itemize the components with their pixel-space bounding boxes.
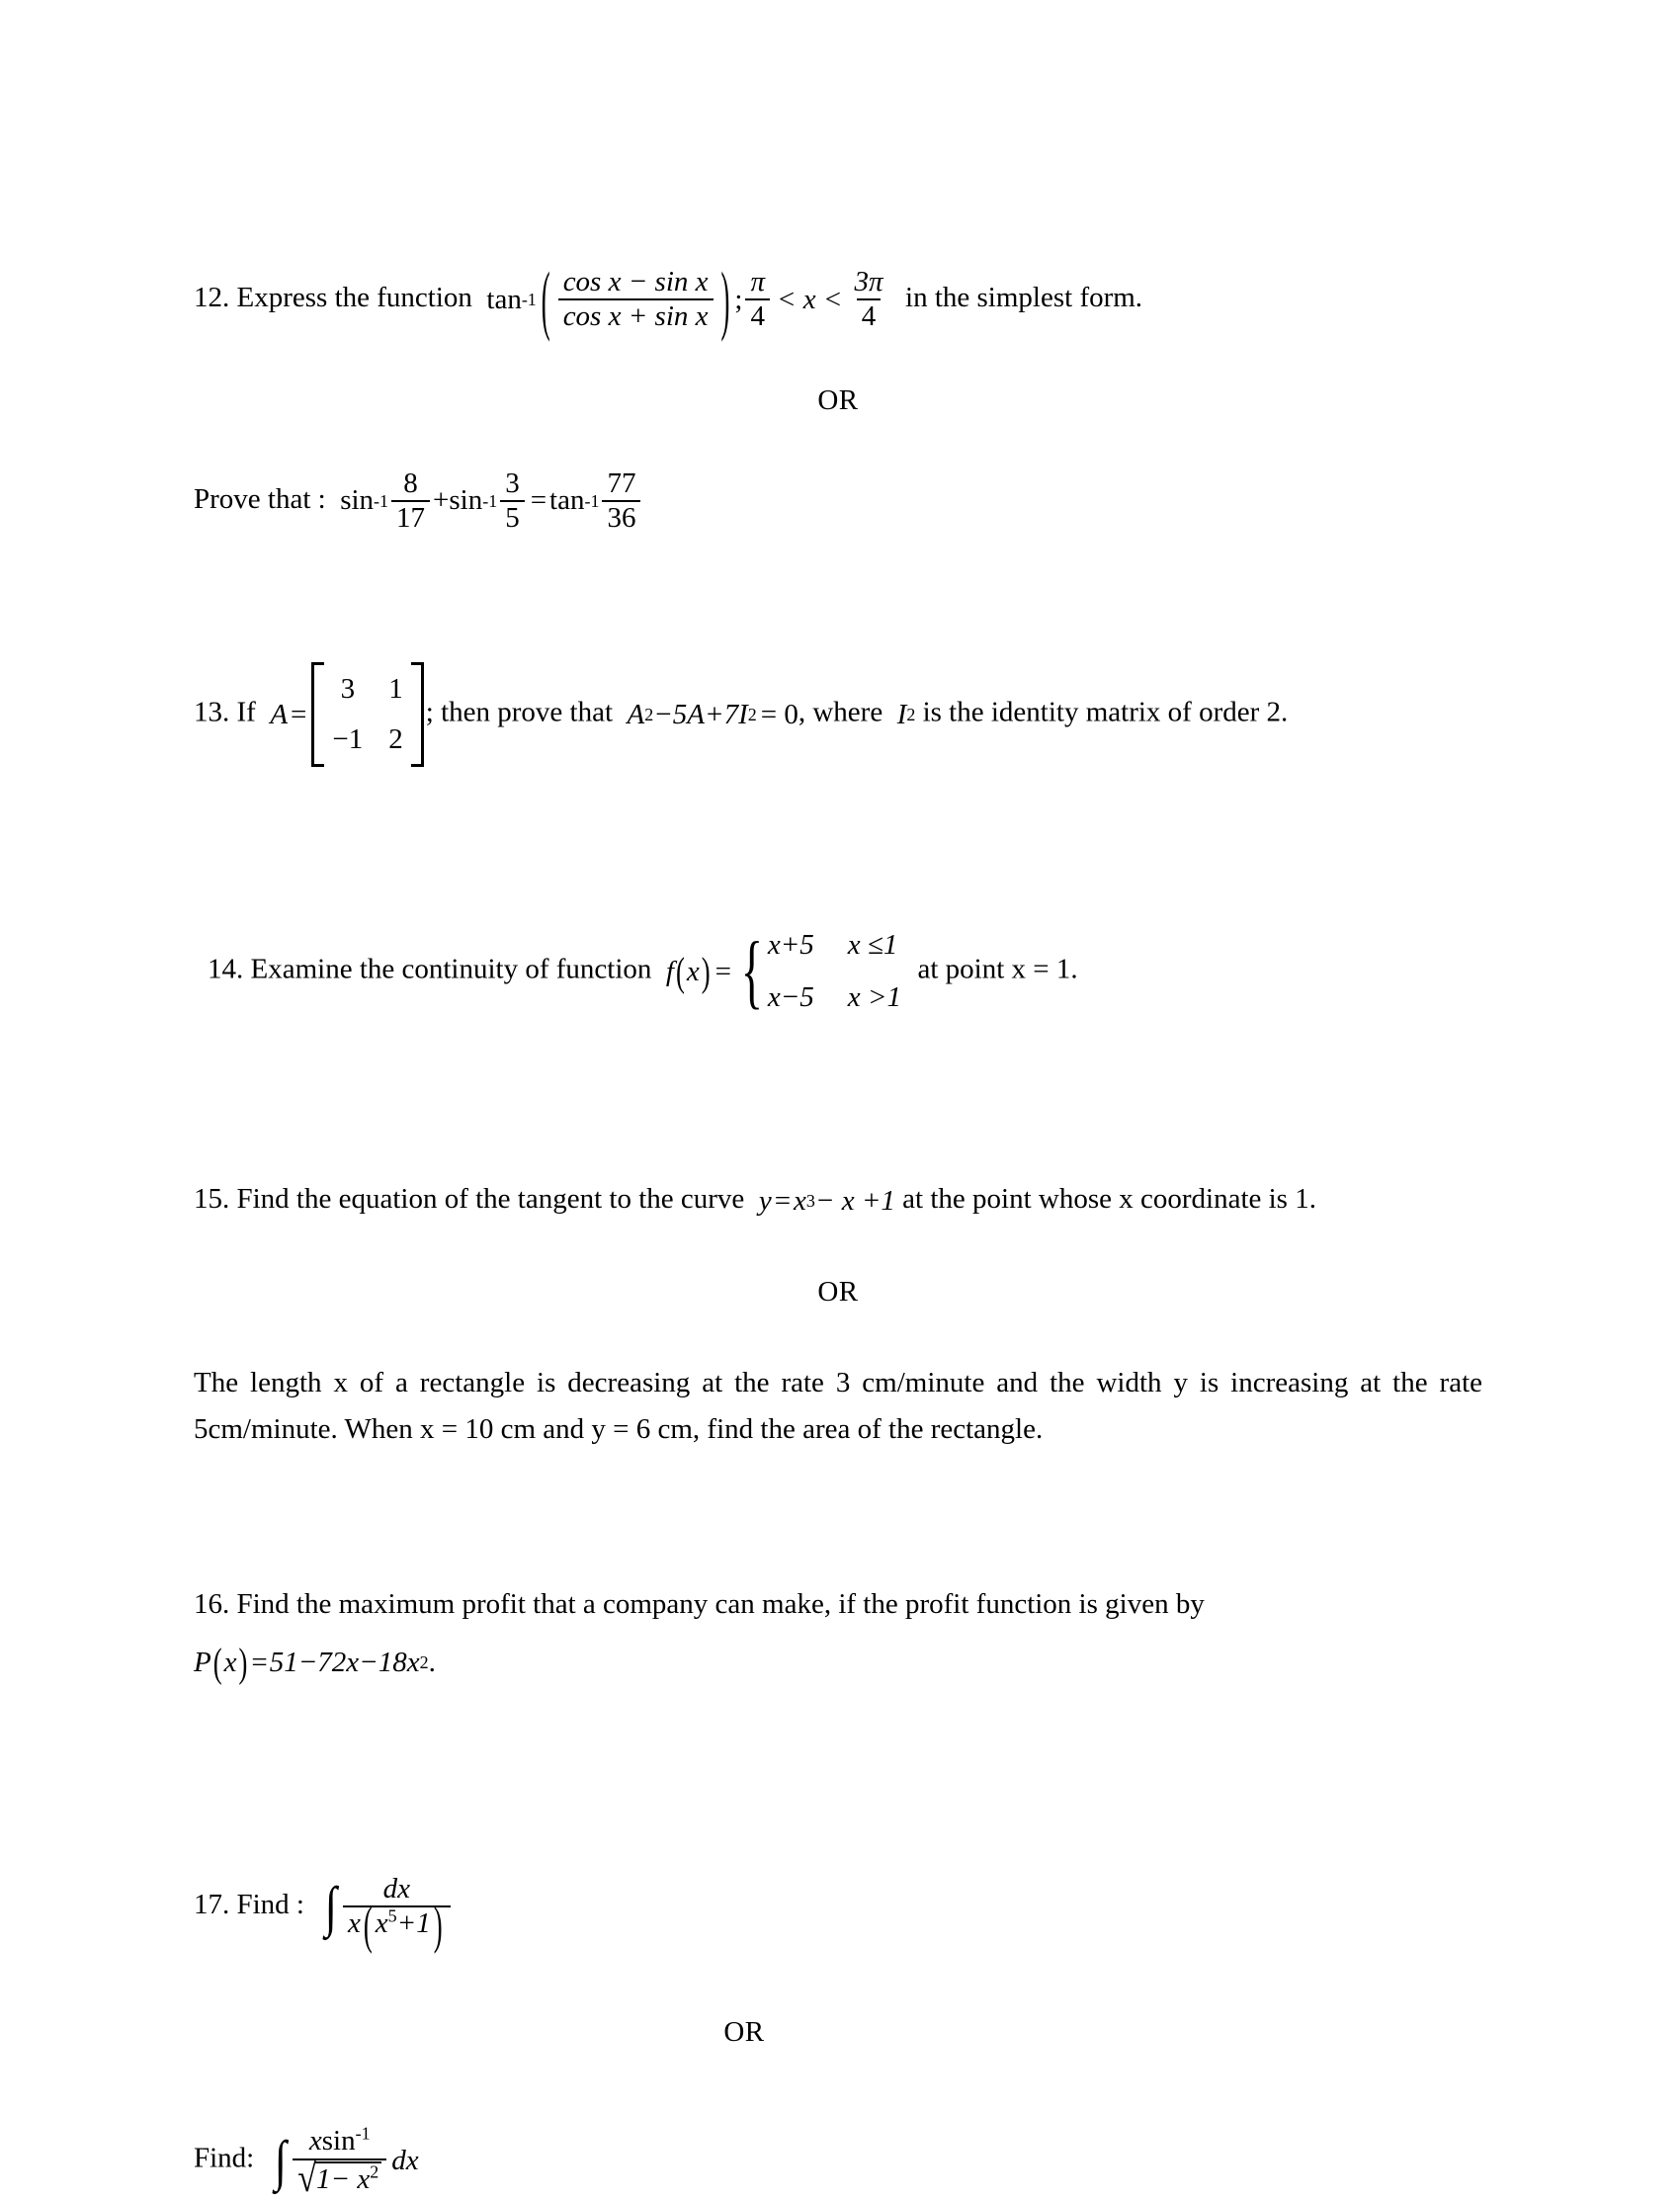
question-16-lead: Find the maximum profit that a company can make, if the profit function is given by [236, 1587, 1205, 1620]
integrand-fraction [343, 1872, 451, 1955]
spacer [194, 1225, 1482, 1276]
right-paren: ) [720, 255, 730, 343]
denominator-inner-exponent: 5 [387, 1905, 397, 1926]
profit-equals: = [251, 1646, 268, 1678]
integrand-numerator: dx [382, 1872, 410, 1904]
case-1-expression: x+5 [767, 929, 814, 962]
denominator-inner-x: x [375, 1906, 388, 1939]
integral-expression-17 [319, 1872, 454, 1955]
profit-body: 51−72x−18x [269, 1646, 420, 1678]
question-17-alternative [194, 2123, 1482, 2200]
question-14 [194, 921, 1482, 1022]
or-separator-3: OR [723, 2016, 765, 2049]
arcsin-2-numerator: 3 [505, 466, 520, 499]
question-16 [194, 1581, 1482, 1686]
expression-separator: ; [734, 283, 743, 315]
spacer [194, 1789, 1482, 1874]
question-15-tail: at the point whose x coordinate is 1. [902, 1183, 1316, 1215]
identity-matrix-symbol: I 2 [897, 693, 916, 737]
spacer [194, 1453, 1482, 1556]
spacer [194, 1309, 1482, 1360]
arcsin-2-fraction [500, 468, 525, 535]
spacer [194, 1125, 1482, 1176]
spacer [194, 636, 1482, 662]
question-14-number: 14. [208, 953, 244, 985]
spacer [194, 1990, 1482, 2016]
denominator-right-paren: ) [433, 1895, 443, 1955]
question-list [194, 255, 1482, 2200]
matrix-variable: A [270, 698, 289, 730]
range-right-denominator: 4 [857, 298, 882, 332]
arcsin-2-label: sin [449, 484, 483, 517]
question-12-expression: tan -1 ( $\frac{\text{cos x − sin x}}{\text{cos x + sin x}}$ ) ; $\frac{\pi}{4}$ < x < $\frac{3\pi}{4}$ [486, 267, 890, 333]
range-left-numerator: π [750, 266, 765, 297]
matrix-cell-r2c1: −1 [332, 723, 364, 756]
arctan-label: tan [549, 484, 585, 517]
question-17-lead: Find : [236, 1888, 304, 1920]
or-separator-2: OR [817, 1275, 859, 1308]
question-13-number: 13. [194, 696, 230, 728]
question-13-comma: , where [798, 696, 883, 728]
profit-function-line [194, 1638, 1482, 1686]
integrand-denominator [343, 1895, 451, 1955]
curve-rest: − x +1 [814, 1184, 895, 1217]
denominator-x: x [348, 1906, 361, 1939]
question-12-number: 12. [194, 281, 230, 313]
arcsin-1-label: sin [340, 484, 375, 517]
spacer [194, 1556, 1482, 1581]
range-right-numerator: 3π [854, 266, 883, 297]
question-17-number: 17. [194, 1888, 230, 1920]
integrand-fraction-alt [293, 2123, 386, 2200]
radical-icon: √ [297, 2157, 317, 2200]
P-right-paren: ) [238, 1639, 248, 1685]
inverse-trig-identity: sin -1 $\frac{8}{17}$ + sin -1 $\frac{3}{5}$ = tan -1 $\frac{77}{36}$ [340, 468, 643, 535]
question-15 [194, 1176, 1482, 1225]
question-16-number: 16. [194, 1587, 230, 1620]
question-13-lead: If [236, 696, 256, 728]
spacer [194, 870, 1482, 921]
matrix-2x2 [311, 662, 423, 767]
expr-A: A [627, 698, 645, 730]
function-f: f [665, 955, 674, 987]
matrix-cell-r1c2: 1 [388, 673, 403, 706]
spacer [194, 767, 1482, 870]
profit-argument: x [223, 1646, 237, 1678]
arctan-fraction [602, 468, 640, 535]
question-12-alternative [194, 468, 1482, 535]
spacer [194, 534, 1482, 636]
case-2-condition: x >1 [847, 981, 901, 1014]
question-14-lead: Examine the continuity of function [250, 953, 652, 985]
piecewise-rows [768, 921, 901, 1022]
numerator-arcsin-exponent: -1 [355, 2123, 371, 2144]
trailing-dx: dx [391, 2144, 419, 2176]
matrix-equation: A 2 −5A+7I 2 = 0 [628, 693, 798, 737]
curve-equals: = [774, 1184, 792, 1217]
matrix-cell-r1c1: 3 [340, 673, 356, 706]
f-right-paren: ) [701, 948, 711, 994]
arcsin-1-fraction [391, 468, 430, 535]
trig-fraction [558, 267, 714, 333]
arctan-numerator: 77 [607, 466, 636, 499]
function-argument: x [686, 955, 700, 987]
arcsin-1-denominator: 17 [391, 500, 430, 534]
radicand-body: 1− x [316, 2162, 371, 2195]
question-15-lead: Find the equation of the tangent to the curve [236, 1183, 745, 1215]
P-left-paren: ( [212, 1639, 222, 1685]
integral-expression-17-alt [269, 2123, 419, 2200]
arcsin-2-denominator: 5 [500, 500, 525, 534]
left-paren: ( [541, 255, 550, 343]
piecewise-function [666, 921, 903, 1022]
spacer [194, 333, 1482, 384]
question-12-tail: in the simplest form. [905, 281, 1143, 313]
identity-var: I [896, 698, 907, 730]
curve-equation: y = x 3 − x +1 [759, 1178, 895, 1225]
integral-icon: ∫ [274, 2131, 287, 2193]
f-left-paren: ( [675, 948, 685, 994]
piecewise-cases [738, 921, 901, 1022]
equals-operator: = [714, 955, 731, 987]
spacer [194, 1939, 1482, 1990]
range-left-fraction [745, 267, 770, 333]
piecewise-brace: { [740, 924, 764, 1018]
expr-rest: −5A+7I [653, 698, 748, 730]
curve-y: y [758, 1184, 772, 1217]
question-15-alternative: The length x of a rectangle is decreasing at the rate 3 cm/minute and the width y is increasing at the rate 5cm/minute. When x = 10 cm and y = 6 cm, find the area of the rectangle. [194, 1366, 1482, 1445]
spacer [194, 1686, 1482, 1789]
expr-equals-zero: = 0 [760, 698, 798, 730]
matrix-right-bracket [411, 662, 424, 767]
spacer [194, 1022, 1482, 1125]
question-17 [194, 1872, 1482, 1955]
curve-x: x [794, 1184, 806, 1217]
denominator-inner-rest: +1 [396, 1906, 431, 1939]
matrix-left-bracket [311, 662, 324, 767]
question-13 [194, 662, 1482, 767]
profit-function: P ( x ) = 51−72x−18x 2 . [194, 1639, 436, 1685]
numerator-arcsin: sin [321, 2125, 356, 2158]
radicand [314, 2161, 381, 2195]
plus-operator: + [433, 484, 450, 517]
range-relation: < x < [776, 283, 843, 315]
arctan-label: tan [486, 283, 522, 315]
square-root [297, 2157, 381, 2200]
matrix-definition [270, 662, 425, 767]
question-14-tail: at point x = 1. [917, 953, 1078, 985]
matrix-cells [324, 662, 410, 767]
profit-period: . [428, 1646, 436, 1678]
question-13-mid: ; then prove that [425, 696, 614, 728]
question-12 [194, 255, 1482, 343]
integrand-numerator-alt [304, 2123, 376, 2158]
spacer [194, 2100, 1482, 2126]
trig-fraction-denominator: cos x + sin x [558, 298, 714, 332]
prove-that-lead: Prove that : [194, 482, 326, 515]
find-lead: Find: [194, 2142, 255, 2174]
case-1-condition: x ≤1 [847, 929, 898, 962]
matrix-cell-r2c2: 2 [388, 723, 403, 756]
or-separator-1: OR [817, 383, 859, 416]
integrand-denominator-alt [293, 2157, 386, 2200]
question-12-lead: Express the function [236, 281, 472, 313]
spacer [194, 417, 1482, 468]
radicand-exponent: 2 [370, 2161, 379, 2182]
question-15-number: 15. [194, 1183, 230, 1215]
arctan-denominator: 36 [602, 500, 640, 534]
equals-operator: = [530, 484, 547, 517]
trig-fraction-numerator: cos x − sin x [562, 266, 709, 297]
arcsin-1-numerator: 8 [403, 466, 418, 499]
equals-operator: = [291, 698, 307, 730]
integral-icon: ∫ [324, 1876, 337, 1938]
profit-P: P [194, 1646, 211, 1678]
numerator-x: x [308, 2125, 322, 2158]
range-left-denominator: 4 [745, 298, 770, 332]
question-13-tail: is the identity matrix of order 2. [922, 696, 1289, 728]
denominator-left-paren: ( [363, 1895, 373, 1955]
range-right-fraction [850, 267, 888, 333]
spacer [194, 2049, 1482, 2100]
case-2-expression: x−5 [767, 981, 814, 1014]
